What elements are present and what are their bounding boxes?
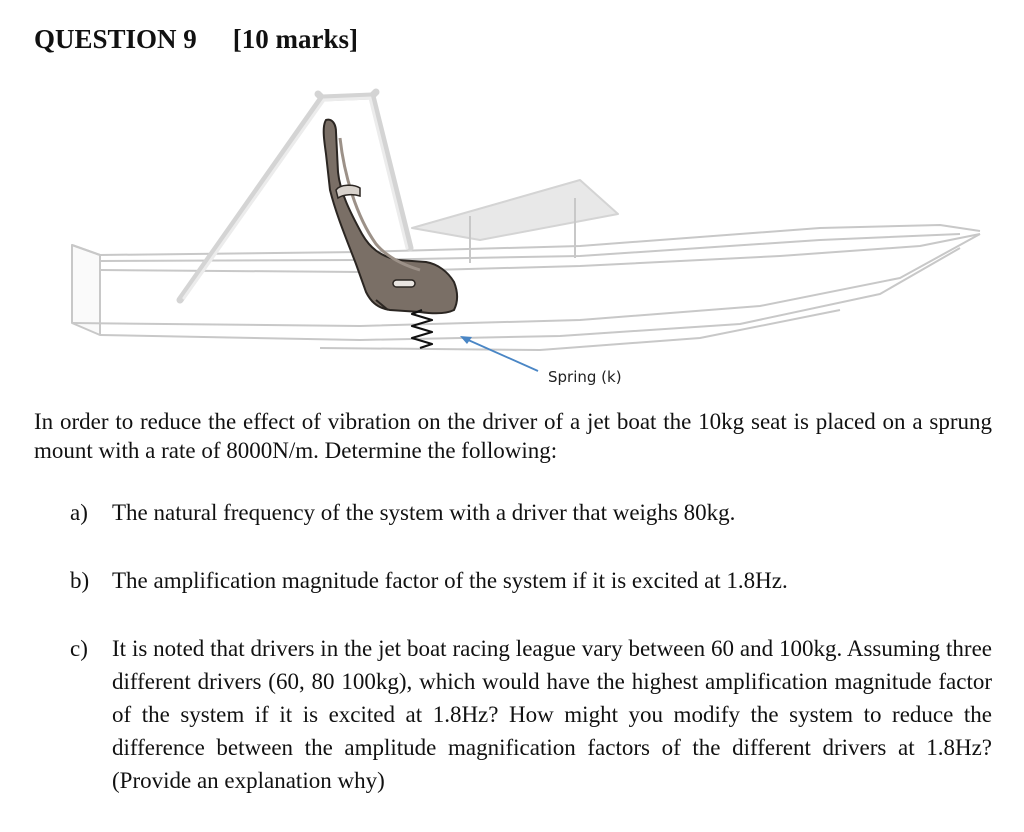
part-label: c) [70, 636, 88, 661]
question-part-c [70, 632, 992, 797]
question-title: QUESTION 9 [34, 24, 197, 54]
seat [324, 120, 457, 314]
part-label: b) [70, 568, 90, 593]
spring-pointer-arrow [460, 336, 538, 371]
question-marks: [10 marks] [232, 24, 359, 54]
question-heading [34, 24, 358, 55]
question-part-a [70, 496, 992, 529]
question-parts [70, 496, 992, 797]
spring-label: Spring (k) [548, 368, 622, 386]
question-part-b [70, 564, 992, 597]
question-intro: In order to reduce the effect of vibration on the driver of a jet boat the 10kg seat is placed on a sprung mount with a rate of 8000N/m. Determine the following: [34, 409, 992, 463]
part-text: The amplification magnitude factor of the system if it is excited at 1.8Hz. [112, 568, 788, 593]
spring-icon [412, 310, 432, 348]
boat-diagram [60, 88, 1000, 398]
part-text: It is noted that drivers in the jet boat racing league vary between 60 and 100kg. Assuming three different drivers (60, 80 100kg), which would have the highest amplification magnitude factor of the system if it is excited at 1.8Hz? How might you modify the system to reduce the difference between the amplitude magnification factors of the different drivers at 1.8Hz? (Provide an explanation why) [112, 636, 992, 793]
boat-seat-figure [60, 88, 1000, 398]
part-label: a) [70, 500, 88, 525]
part-text: The natural frequency of the system with a driver that weighs 80kg. [112, 500, 736, 525]
